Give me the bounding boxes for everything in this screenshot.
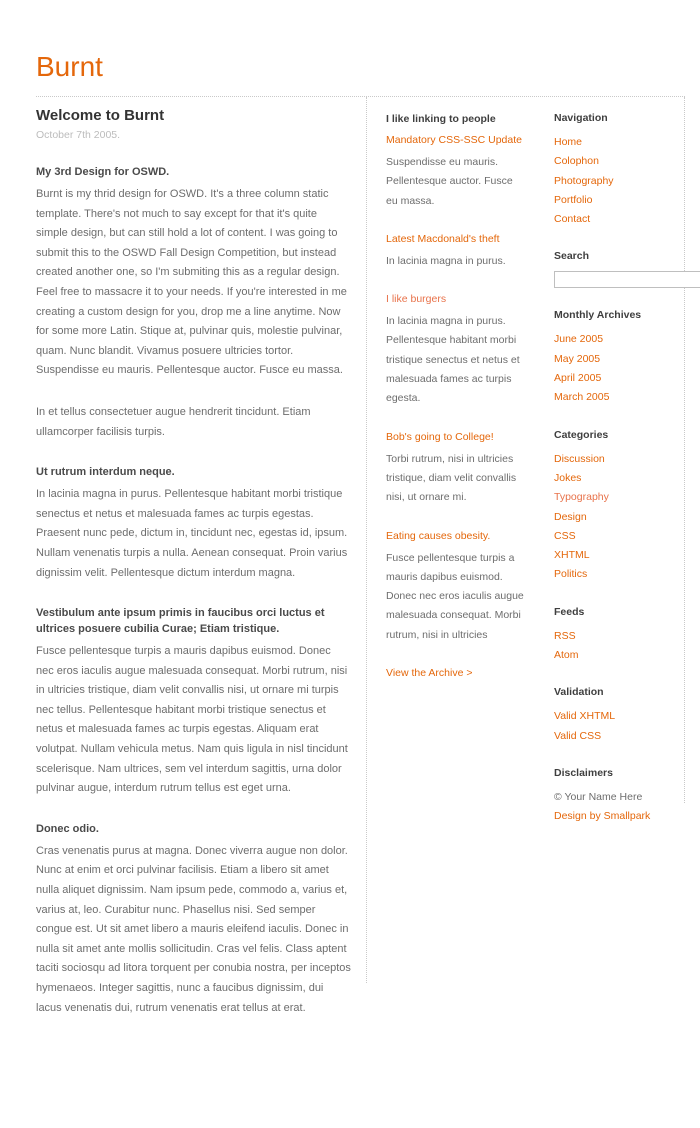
sidebar-item-home[interactable]: Home bbox=[554, 136, 583, 148]
sidebar-heading-disclaimers: Disclaimers bbox=[554, 766, 613, 779]
entry-date: October 7th 2005. bbox=[36, 129, 121, 141]
sidebar-section-search bbox=[554, 249, 700, 288]
sidebar-section-monthly-archives bbox=[554, 308, 700, 407]
sidebar-heading-search: Search bbox=[554, 250, 590, 263]
sidebar-item-march-2005[interactable]: March 2005 bbox=[554, 391, 610, 404]
sidebar-item-discussion[interactable]: Discussion bbox=[554, 452, 605, 465]
section-body: Burnt is my thrid design for OSWD. It's a three column static template. There's not much to say except for that it's quite simple design, but can still hold a lot of content. I was going to submit this to the OSWD Fall Design Competition, but instead created another one, so I'm submiting this as a regular design. Feel free to massacre it to your needs. If you're interested in me creating a custom design for you, drop me a line anytime. Now for some more Latin. Stique at, pulvinar quis, molestie pulvinar, quam. Nunc blandit. Vivamus posuere ultricies tortor. Suspendisse eu mauris. Pellentesque auctor. Fusce eu massa. bbox=[36, 188, 347, 377]
main-content-column bbox=[36, 106, 351, 1040]
sidebar-heading-validation: Validation bbox=[554, 686, 604, 699]
link-item-mandatory-css-ssc-update[interactable]: Mandatory CSS-SSC Update bbox=[386, 134, 522, 146]
section-body: Fusce pellentesque turpis a mauris dapibus euismod. Donec nec eros iaculis augue malesuada consequat. Morbi rutrum, nisi in ultricies tristique, diam velit convallis nisi, ut ornare mi turpis nec tellus. Pellentesque habitant morbi tristique senectus et netus et malesuada fames ac turpis egestas. Aliquam erat volutpat. Nullam vehicula metus. Nam quis ligula in nisl tincidunt scelerisque. Nam ultrices, sem vel interdum sagittis, urna dolor pulvinar augue, interdum rutrum tellus est eget urna. bbox=[36, 645, 348, 795]
sidebar-heading-feeds: Feeds bbox=[554, 605, 585, 618]
sidebar-item-typography[interactable]: Typography bbox=[554, 491, 609, 504]
section-body: In et tellus consectetuer augue hendrerit tincidunt. Etiam ullamcorper facilisis turpis. bbox=[36, 405, 311, 438]
sidebar-section-categories bbox=[554, 428, 700, 585]
copyright-text: © Your Name Here bbox=[554, 790, 643, 803]
header-divider bbox=[36, 96, 685, 97]
link-item-body: Torbi rutrum, nisi in ultricies tristique, diam velit convallis nisi, ut ornare mi. bbox=[386, 452, 517, 504]
link-item-body: Suspendisse eu mauris. Pellentesque auctor. Fusce eu massa. bbox=[386, 156, 513, 207]
sidebar-item-rss[interactable]: RSS bbox=[554, 629, 576, 642]
sidebar-item-jokes[interactable]: Jokes bbox=[554, 471, 582, 484]
section-body: In lacinia magna in purus. Pellentesque habitant morbi tristique senectus et netus et malesuada fames ac turpis egestas. Praesent nunc pede, dictum in, tincidunt nec, egestas id, ipsum. Nullam venenatis turpis a nulla. Aenean consequat. Proin varius dignissim velit. Pellentesque dictum interdum magna. bbox=[36, 488, 348, 579]
site-title: Burnt bbox=[36, 51, 103, 82]
sidebar-heading-categories: Categories bbox=[554, 428, 609, 441]
section-heading: My 3rd Design for OSWD. bbox=[36, 166, 170, 178]
sidebar-item-portfolio[interactable]: Portfolio bbox=[554, 193, 593, 206]
link-item-i-like-burgers[interactable]: I like burgers bbox=[386, 293, 447, 306]
sidebar-item-atom[interactable]: Atom bbox=[554, 649, 579, 662]
section-body: Cras venenatis purus at magna. Donec viverra augue non dolor. Nunc at enim et orci pulvinar facilisis. Etiam a libero sit amet nulla aliquet dignissim. Nam ipsum pede, commodo a, varius et, varius at, leo. Curabitur nunc. Phasellus nisi. Sed semper congue est. Ut sit amet libero a mauris eleifend iaculis. Donec in nulla sit amet ante mollis sollicitudin. Cras vel felis. Class aptent taciti sociosqu ad litora torquent per conubia nostra, per inceptos hymenaeos. Integer sagittis, nunc a faucibus dignissim, dui lacus venenatis dui, rutrum venenatis erat tellus at erat. bbox=[36, 844, 351, 1014]
sidebar-section-feeds bbox=[554, 605, 700, 666]
sidebar-heading-monthly-archives: Monthly Archives bbox=[554, 309, 642, 322]
section-heading: Donec odio. bbox=[36, 822, 99, 835]
links-block bbox=[386, 111, 526, 211]
link-item-bobs-going-to-college[interactable]: Bob's going to College! bbox=[386, 430, 494, 443]
page-title: Welcome to Burnt bbox=[36, 107, 165, 124]
sidebar-item-valid-xhtml[interactable]: Valid XHTML bbox=[554, 710, 616, 723]
section-heading: Ut rutrum interdum neque. bbox=[36, 466, 175, 479]
sidebar-item-xhtml[interactable]: XHTML bbox=[554, 549, 590, 562]
search-input[interactable] bbox=[554, 271, 700, 288]
section-heading: Vestibulum ante ipsum primis in faucibus orci luctus et ultrices posuere cubilia Curae; Etiam tristique. bbox=[36, 607, 325, 636]
sidebar-item-contact[interactable]: Contact bbox=[554, 213, 591, 226]
sidebar-item-design[interactable]: Design bbox=[554, 510, 587, 523]
links-block bbox=[386, 528, 526, 645]
site-header bbox=[36, 50, 686, 84]
sidebar-item-may-2005[interactable]: May 2005 bbox=[554, 352, 601, 365]
sidebar-heading-navigation: Navigation bbox=[554, 112, 608, 124]
sidebar-item-april-2005[interactable]: April 2005 bbox=[554, 372, 602, 385]
link-item-body: In lacinia magna in purus. bbox=[386, 254, 506, 267]
link-item-latest-macdonalds-theft[interactable]: Latest Macdonald's theft bbox=[386, 232, 500, 245]
sidebar-item-photography[interactable]: Photography bbox=[554, 174, 614, 187]
view-archive-link[interactable]: View the Archive > bbox=[386, 667, 473, 680]
link-item-eating-causes-obesity[interactable]: Eating causes obesity. bbox=[386, 529, 491, 542]
links-block bbox=[386, 429, 526, 508]
sidebar-item-politics[interactable]: Politics bbox=[554, 568, 588, 581]
sidebar-section-navigation bbox=[554, 111, 700, 229]
column-divider-left bbox=[366, 97, 367, 983]
links-block bbox=[386, 291, 526, 408]
link-item-body: In lacinia magna in purus. Pellentesque habitant morbi tristique senectus et netus et malesuada fames ac turpis egesta. bbox=[386, 315, 520, 405]
sidebar-item-valid-css[interactable]: Valid CSS bbox=[554, 729, 602, 742]
sidebar-section-disclaimers bbox=[554, 766, 700, 827]
sidebar-section-validation bbox=[554, 685, 700, 746]
sidebar-item-june-2005[interactable]: June 2005 bbox=[554, 333, 604, 346]
sidebar bbox=[554, 111, 700, 847]
link-item-body: Fusce pellentesque turpis a mauris dapibus euismod. Donec nec eros iaculis augue malesuada consequat. Morbi rutrum, nisi in ultricies bbox=[386, 551, 524, 641]
links-section-heading: I like linking to people bbox=[386, 113, 496, 125]
design-credit-link[interactable]: Design by Smallpark bbox=[554, 810, 651, 823]
links-block bbox=[386, 231, 526, 271]
sidebar-item-css[interactable]: CSS bbox=[554, 529, 576, 542]
links-column bbox=[386, 111, 526, 681]
sidebar-item-colophon[interactable]: Colophon bbox=[554, 155, 599, 168]
